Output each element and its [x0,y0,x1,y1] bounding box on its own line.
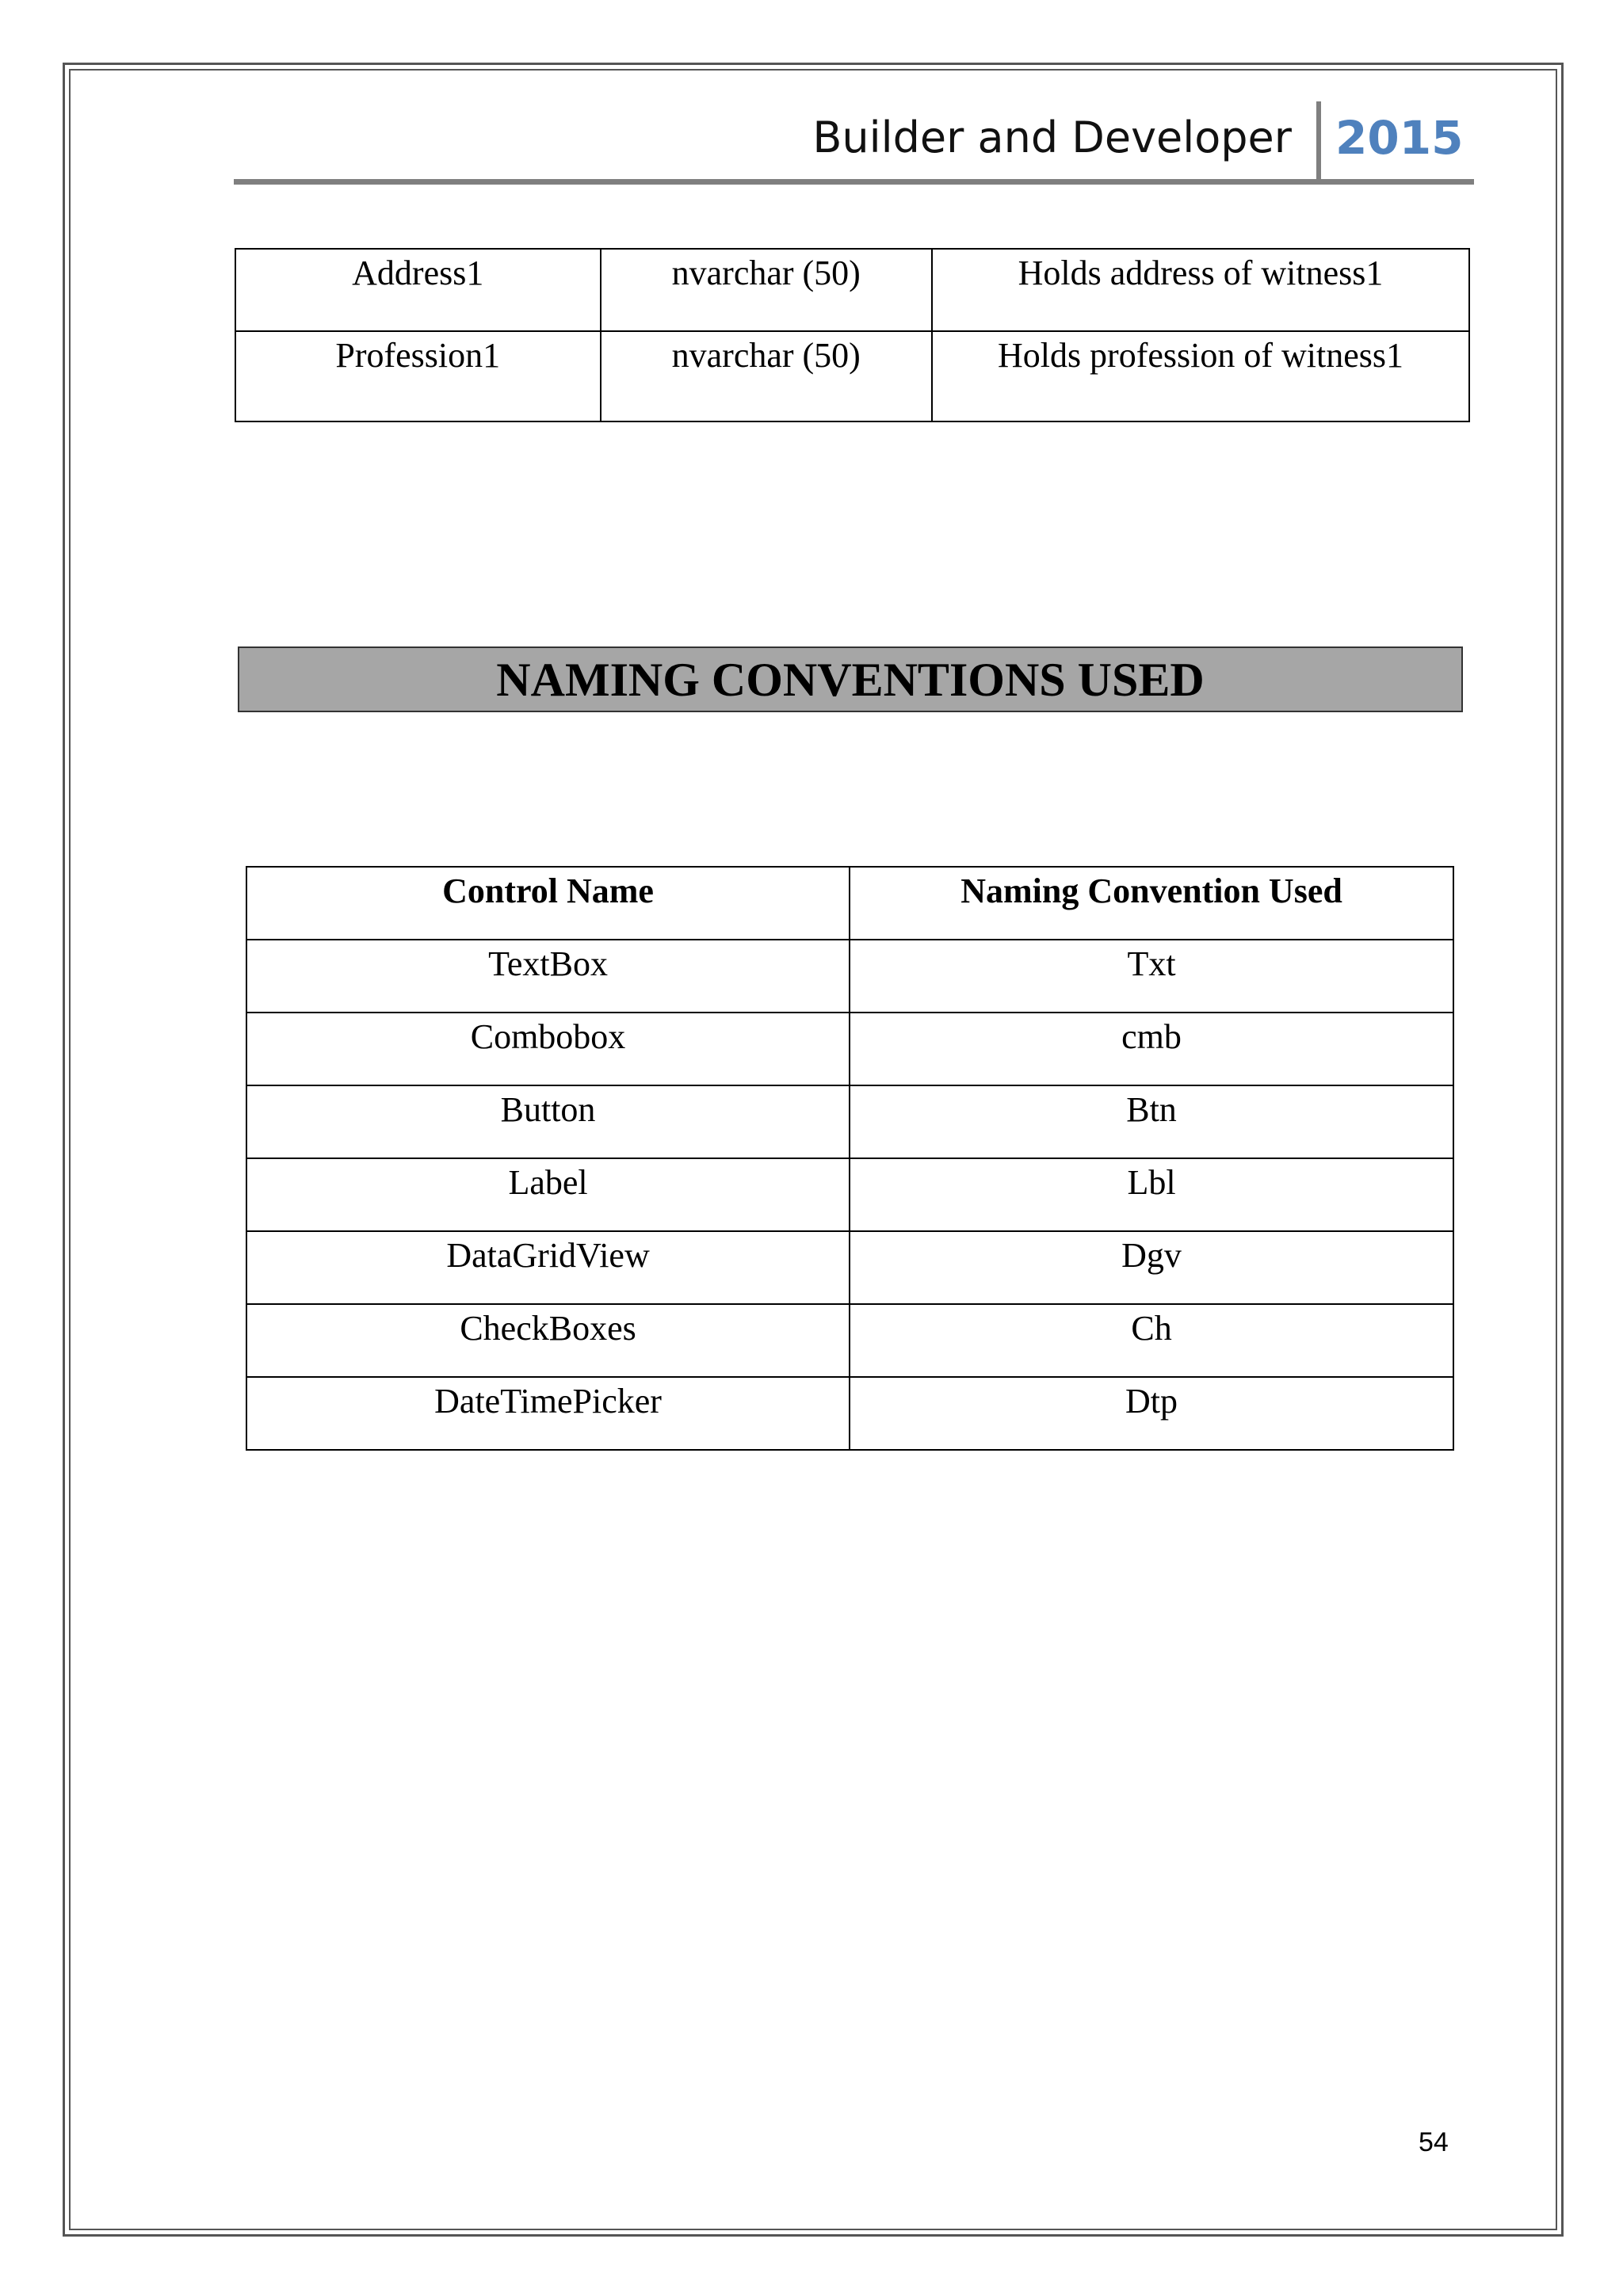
page-header [234,101,1474,184]
control-name-cell: DateTimePicker [246,1377,850,1450]
table-row [246,1085,1453,1158]
table-row [246,1158,1453,1231]
column-header-naming-convention: Naming Convention Used [850,867,1453,940]
fields-table [235,248,1470,422]
field-description-cell: Holds address of witness1 [932,249,1469,331]
table-header-row [246,867,1453,940]
naming-prefix-cell: Txt [850,940,1453,1013]
field-description-cell: Holds profession of witness1 [932,331,1469,421]
field-type-cell: nvarchar (50) [601,249,932,331]
table-row [246,1013,1453,1085]
naming-prefix-cell: Lbl [850,1158,1453,1231]
field-type-cell: nvarchar (50) [601,331,932,421]
header-divider [1316,101,1321,184]
table-row [246,1231,1453,1304]
table-row [235,249,1469,331]
control-name-cell: Combobox [246,1013,850,1085]
naming-prefix-cell: Btn [850,1085,1453,1158]
section-heading: NAMING CONVENTIONS USED [238,646,1463,712]
naming-prefix-cell: Ch [850,1304,1453,1377]
header-rule [234,179,1474,185]
field-name-cell: Address1 [235,249,601,331]
control-name-cell: DataGridView [246,1231,850,1304]
naming-prefix-cell: cmb [850,1013,1453,1085]
naming-conventions-table [246,866,1454,1451]
control-name-cell: CheckBoxes [246,1304,850,1377]
header-title: Builder and Developer [812,113,1292,162]
naming-prefix-cell: Dtp [850,1377,1453,1450]
control-name-cell: Button [246,1085,850,1158]
control-name-cell: Label [246,1158,850,1231]
table-row [235,331,1469,421]
page-number: 54 [1419,2127,1449,2157]
naming-prefix-cell: Dgv [850,1231,1453,1304]
table-row [246,1304,1453,1377]
field-name-cell: Profession1 [235,331,601,421]
control-name-cell: TextBox [246,940,850,1013]
column-header-control-name: Control Name [246,867,850,940]
header-year: 2015 [1335,111,1464,165]
table-row [246,1377,1453,1450]
table-row [246,940,1453,1013]
